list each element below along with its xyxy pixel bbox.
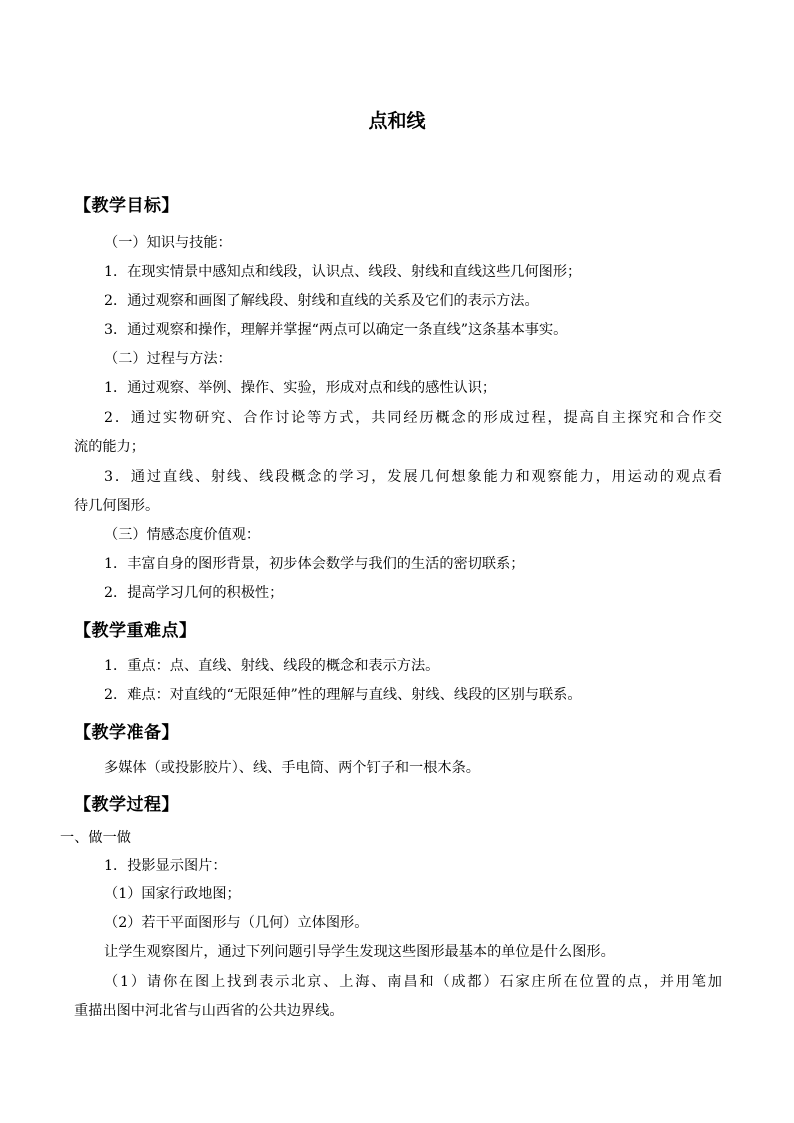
- page-title: 点和线: [368, 110, 426, 132]
- paragraph-line: （2）若干平面图形与（几何）立体图形。: [104, 915, 369, 931]
- paragraph-line: 2．提高学习几何的积极性；: [104, 585, 284, 601]
- paragraph-line: 让学生观察图片，通过下列问题引导学生发现这些图形最基本的单位是什么图形。: [104, 944, 615, 960]
- section-heading-process: 【教学过程】: [74, 795, 179, 815]
- paragraph-line: （二）过程与方法：: [104, 351, 232, 367]
- paragraph-line: 3．通过观察和操作，理解并掌握“两点可以确定一条直线”这条基本事实。: [104, 322, 568, 338]
- paragraph-line: （1）请你在图上找到表示北京、上海、南昌和（成都）石家庄所在位置的点，并用笔加: [104, 974, 722, 990]
- section-heading-keypoints: 【教学重难点】: [74, 621, 197, 641]
- section-heading-objectives: 【教学目标】: [74, 196, 179, 216]
- paragraph-line: 流的能力；: [74, 439, 145, 455]
- paragraph-line: 1．丰富自身的图形背景，初步体会数学与我们的生活的密切联系；: [104, 556, 525, 572]
- paragraph-line: 1．重点：点、直线、射线、线段的概念和表示方法。: [104, 658, 440, 674]
- paragraph-line: 1．投影显示图片：: [104, 858, 227, 874]
- paragraph-line: 2．通过实物研究、合作讨论等方式，共同经历概念的形成过程，提高自主探究和合作交: [104, 410, 722, 426]
- paragraph-line: （1）国家行政地图；: [104, 886, 241, 902]
- paragraph-line: 2．难点：对直线的“无限延伸”性的理解与直线、射线、线段的区别与联系。: [104, 687, 582, 703]
- paragraph-line: 2．通过观察和画图了解线段、射线和直线的关系及它们的表示方法。: [104, 293, 539, 309]
- paragraph-line: 3．通过直线、射线、线段概念的学习，发展几何想象能力和观察能力，用运动的观点看: [104, 469, 722, 485]
- section-heading-preparation: 【教学准备】: [74, 723, 179, 743]
- paragraph-line: （三）情感态度价值观：: [104, 527, 261, 543]
- paragraph-line: 1．通过观察、举例、操作、实验，形成对点和线的感性认识；: [104, 380, 497, 396]
- paragraph-line: （一）知识与技能：: [104, 235, 232, 251]
- paragraph-line: 1．在现实情景中感知点和线段，认识点、线段、射线和直线这些几何图形；: [104, 264, 582, 280]
- paragraph-line: 多媒体（或投影胶片）、线、手电筒、两个钉子和一根木条。: [104, 760, 480, 776]
- paragraph-line: 一、做一做: [60, 830, 131, 846]
- paragraph-line: 待几何图形。: [74, 498, 160, 514]
- paragraph-line: 重描出图中河北省与山西省的公共边界线。: [74, 1003, 344, 1019]
